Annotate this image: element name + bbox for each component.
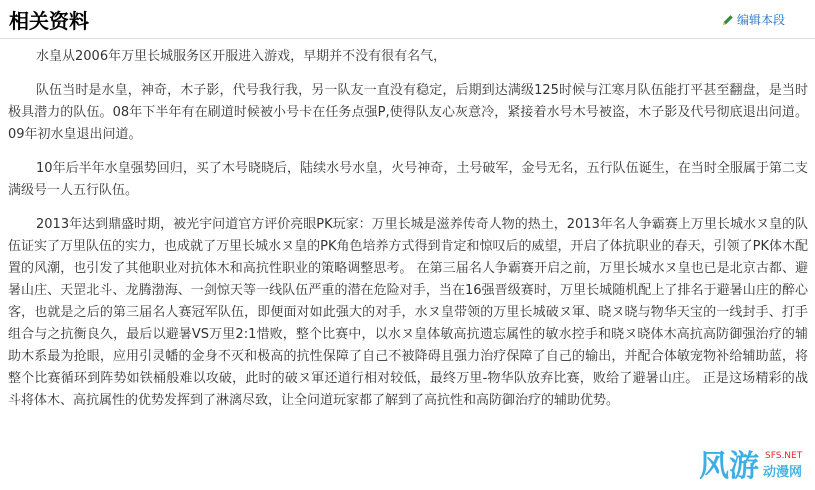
article-body	[8, 46, 808, 424]
paragraph: 2013年达到鼎盛时期，被光宇问道官方评价亮眼PK玩家：万里长城是滋养传奇人物的热土，2013年名人争霸赛上万里长城水ヌ皇的队伍证实了万里队伍的实力，也成就了万里长城水ヌ皇的PK角色培养方式得到肯定和惊叹后的威望，开启了体抗职业的春天，引领了PK体木配置的风潮，也引发了其他职业对抗体木和高抗性职业的策略调整思考。 在第三届名人争霸赛开启之前，万里长城水ヌ皇也已是北京古都、避暑山庄、天罡北斗、龙腾渤海、一剑惊天等一线队伍严重的潜在危险对手，当在16强晋级赛时，万里长城随机配上了排名于避暑山庄的醉心客，也就是之后的第三届名人赛冠军队伍，即便面对如此强大的对手，水ヌ皇带领的万里长城破ヌ軍、晓ヌ晓与物华天宝的一线封手、打手组合与之抗衡良久，最后以避暑VS万里2:1惜败，整个比赛中，以水ヌ皇体敏高抗遗忘属性的敏水控手和晓ヌ晓体木高抗高防御强治疗的辅助木系最为抢眼，应用引灵幡的金身不灭和极高的抗性保障了自己不被降碍且强力治疗保障了自己的输出，并配合体敏宠物补给辅助蓝，将整个比赛循环到阵势如铁桶般难以攻破，此时的破ヌ軍还道行相对较低，最终万里-物华队放弃比赛，败给了避暑山庄。 正是这场精彩的战斗将体木、高抗属性的优势发挥到了淋漓尽致，让全问道玩家都了解到了高抗性和高防御治疗的辅助优势。	[8, 217, 808, 408]
watermark-sub2: 动漫网	[763, 465, 803, 480]
site-watermark-logo	[699, 444, 809, 486]
pencil-icon	[722, 14, 734, 26]
watermark-text: 风游	[699, 449, 759, 484]
edit-section-link[interactable]	[722, 11, 785, 28]
paragraph: 水皇从2006年万里长城服务区开服进入游戏，早期并不没有很有名气，	[36, 49, 447, 64]
section-header	[0, 0, 815, 39]
paragraph: 队伍当时是水皇，神奇，木子影，代号我行我，另一队友一直没有稳定，后期到达满级125时候与江寒月队伍能打平甚至翻盘，是当时极具潜力的队伍。08年下半年有在刷道时候被小号卡在任务点强P,使得队友心灰意冷，紧接着水号木号被盗，木子影及代号彻底退出问道。09年初水皇退出问道。	[8, 83, 808, 142]
edit-section-label: 编辑本段	[736, 13, 785, 27]
paragraph: 10年后半年水皇强势回归，买了木号晓晓后，陆续水号水皇，火号神奇，土号破军，金号无名，五行队伍诞生，在当时全服属于第二支满级号一人五行队伍。	[8, 161, 808, 198]
section-title: 相关资料	[9, 9, 89, 33]
watermark-sub: SFS.NET	[765, 451, 803, 461]
